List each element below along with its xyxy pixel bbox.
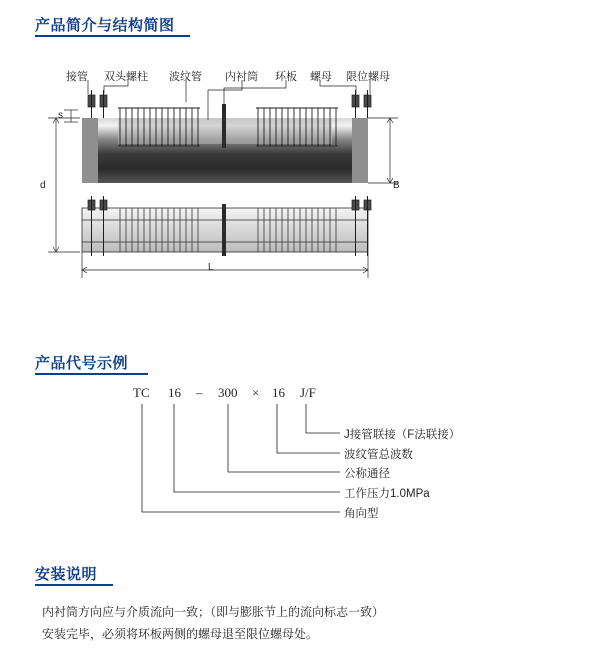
callout-label-shuangtou-luozhu: 双头螺柱 <box>104 71 148 83</box>
dimension-label-d: d <box>40 180 46 191</box>
section-title-code: 产品代号示例 <box>35 355 129 372</box>
callout-label-luomu: 螺母 <box>310 71 332 83</box>
section-title-install-underline <box>35 584 113 586</box>
code-token-diameter: 300 <box>218 385 238 400</box>
code-token-series: TC <box>133 385 150 400</box>
install-text-line1: 内衬筒方向应与介质流向一致；（即与膨胀节上的流向标志一致） <box>42 605 385 619</box>
legend-pressure: 工作压力1.0MPa <box>344 488 430 500</box>
code-token-waves: 16 <box>168 385 181 400</box>
legend-diameter: 公称通径 <box>344 468 390 480</box>
legend-connection: J接管联接（F法联接） <box>344 429 461 441</box>
legend-waves: 波纹管总波数 <box>344 449 413 461</box>
install-text-line2: 安装完毕，必须将环板两侧的螺母退至限位螺母处。 <box>42 627 319 641</box>
callout-label-huanban: 环板 <box>275 71 297 83</box>
code-token-times: × <box>252 385 260 400</box>
dimension-label-L: L <box>208 262 214 273</box>
callout-label-neichentong: 内衬筒 <box>225 71 258 83</box>
section-title-code-underline <box>35 373 148 375</box>
callout-label-jieguan: 接管 <box>66 71 88 83</box>
dimension-label-B: B <box>393 180 400 191</box>
product-structure-diagram <box>0 60 600 360</box>
code-token-connection: J/F <box>300 385 316 400</box>
section-title-intro: 产品简介与结构简图 <box>35 17 175 34</box>
section-title-intro-underline <box>35 35 190 37</box>
code-token-pressure: 16 <box>272 385 285 400</box>
code-token-dash: – <box>196 385 203 400</box>
section-title-install: 安装说明 <box>35 566 98 583</box>
code-example-leader-lines <box>0 400 600 560</box>
callout-label-bowenguan: 波纹管 <box>169 71 202 83</box>
dimension-label-s: s <box>58 110 63 121</box>
legend-type: 角向型 <box>344 508 379 520</box>
callout-label-xianwei-luomu: 限位螺母 <box>346 71 390 83</box>
